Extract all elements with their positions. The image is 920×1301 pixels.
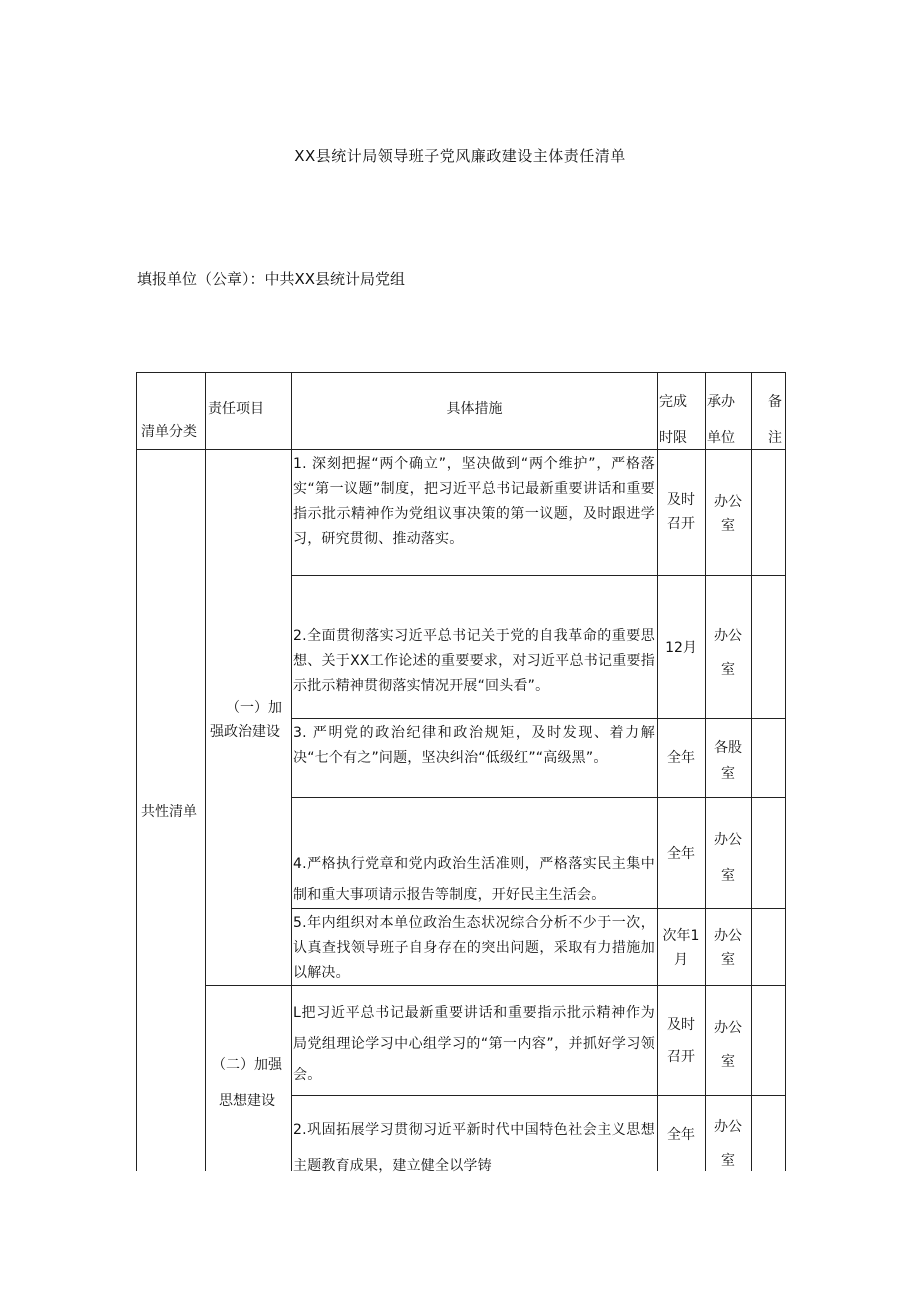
deadline-row-1-line1: 及时 [667,492,695,508]
deadline-row-6-line1: 及时 [667,1017,695,1033]
unit-row-1-line1: 办公 [714,494,742,510]
group2-label-line1: （二）加强 [212,1057,282,1073]
measure-row-7: 2.巩固拓展学习贯彻习近平新时代中国特色社会主义思想主题教育成果，建立健全以学铸 [293,1122,655,1174]
unit-row-3-line1: 各股 [714,740,742,756]
unit-row-1-line2: 室 [721,518,735,534]
unit-row-5-line1: 办公 [714,928,742,944]
header-unit-line2: 单位 [707,430,735,446]
group2-label-line2: 思想建设 [219,1093,275,1109]
group1-label-line1: （一）加 [226,700,282,716]
header-remark-line2: 注 [768,430,782,446]
fill-unit-line: 填报单位（公章）：中共XX县统计局党组 [137,270,406,288]
unit-row-7-line1: 办公 [714,1119,742,1135]
deadline-row-6-line2: 召开 [667,1049,695,1065]
measure-row-5: 5.年内组织对本单位政治生态状况综合分析不少于一次，认真查找领导班子自身存在的突出问题，采取有力措施加以解决。 [293,915,655,981]
header-item: 责任项目 [208,401,264,417]
category-common: 共性清单 [141,804,197,820]
header-remark-line1: 备 [768,394,782,410]
header-unit-line1: 承办 [707,394,735,410]
deadline-row-2-line1: 12月 [665,640,697,656]
measure-row-1: 1. 深刻把握“两个确立”，坚决做到“两个维护”，严格落实“第一议题”制度，把习近平总书记最新重要讲话和重要指示批示精神作为党组议事决策的第一议题，及时跟进学习，研究贯彻、推动落实。 [293,456,655,547]
measure-row-6: L把习近平总书记最新重要讲话和重要指示批示精神作为局党组理论学习中心组学习的“第一内容”，并抓好学习领会。 [293,1005,655,1083]
header-category: 清单分类 [141,424,197,440]
deadline-row-5-line1: 次年1 [662,928,700,944]
unit-row-3-line2: 室 [721,766,735,782]
unit-row-4-line1: 办公 [714,832,742,848]
header-deadline-line2: 时限 [659,430,687,446]
header-measures: 具体措施 [446,401,503,417]
deadline-row-7-line1: 全年 [667,1127,695,1143]
unit-row-2-line2: 室 [721,662,735,678]
measure-row-4: 4.严格执行党章和党内政治生活准则，严格落实民主集中制和重大事项请示报告等制度，开好民主生活会。 [293,856,655,903]
deadline-row-1-line2: 召开 [667,516,695,532]
measure-row-3: 3. 严明党的政治纪律和政治规矩，及时发现、着力解决“七个有之”问题，坚决纠治“低级红”“高级黑”。 [293,725,655,766]
header-deadline-line1: 完成 [659,394,687,410]
document-title: XX县统计局领导班子党风廉政建设主体责任清单 [294,147,626,165]
group1-label-line2: 强政治建设 [210,724,280,740]
deadline-row-5-line2: 月 [674,952,688,968]
unit-row-7-line2: 室 [721,1153,735,1169]
unit-row-4-line2: 室 [721,868,735,884]
unit-row-6-line1: 办公 [714,1020,742,1036]
unit-row-2-line1: 办公 [714,628,742,644]
deadline-row-4-line1: 全年 [667,846,695,862]
measure-row-2: 2.全面贯彻落实习近平总书记关于党的自我革命的重要思想、关于XX工作论述的重要要求，对习近平总书记重要指示批示精神贯彻落实情况开展“回头看”。 [293,628,655,694]
deadline-row-3-line1: 全年 [667,750,695,766]
unit-row-6-line2: 室 [721,1054,735,1070]
unit-row-5-line2: 室 [721,952,735,968]
